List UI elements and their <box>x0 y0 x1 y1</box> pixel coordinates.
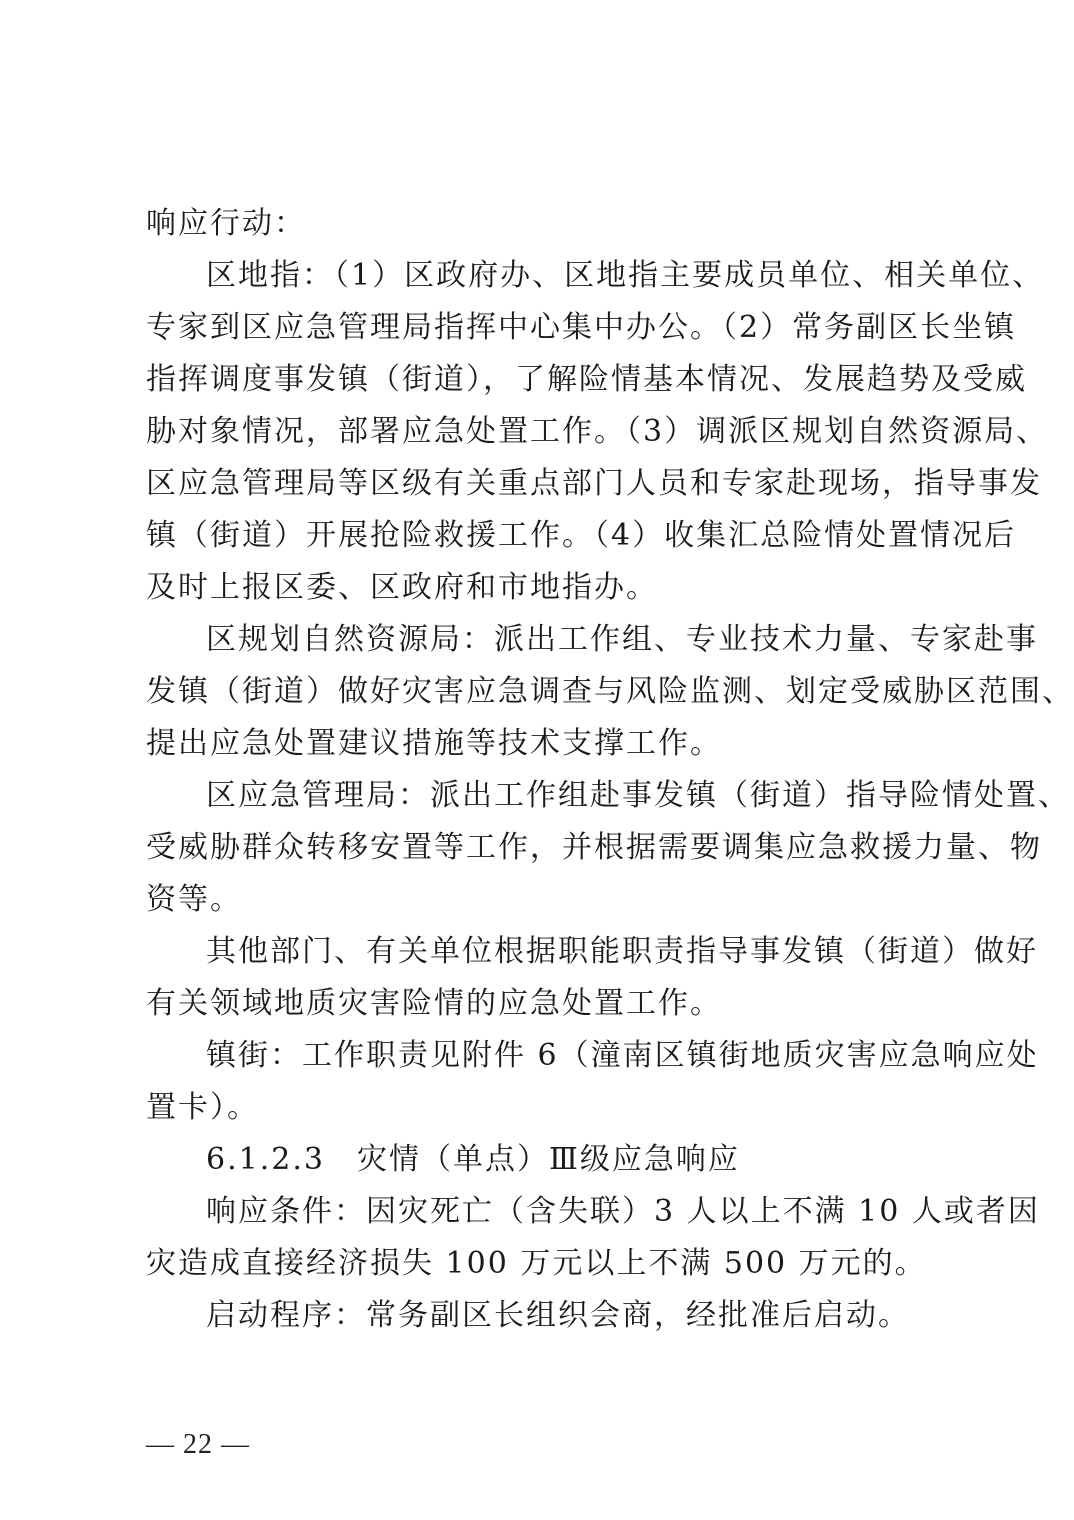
text-line: 有关领域地质灾害险情的应急处置工作。 <box>146 986 722 1021</box>
text-line: 区地指：（1）区政府办、区地指主要成员单位、相关单位、 <box>206 258 1045 293</box>
text-line: 响应行动： <box>146 206 306 241</box>
page-number: — 22 — <box>146 1429 250 1460</box>
text-line: 镇街：工作职责见附件 6（潼南区镇街地质灾害应急响应处 <box>206 1038 1039 1073</box>
text-line: 及时上报区委、区政府和市地指办。 <box>146 570 658 605</box>
text-line: 专家到区应急管理局指挥中心集中办公。（2）常务副区长坐镇 <box>146 310 1017 345</box>
text-line: 灾造成直接经济损失 100 万元以上不满 500 万元的。 <box>146 1246 927 1281</box>
text-line: 胁对象情况，部署应急处置工作。（3）调派区规划自然资源局、 <box>146 414 1049 449</box>
text-line: 提出应急处置建议措施等技术支撑工作。 <box>146 726 722 761</box>
section-heading: 6.1.2.3 灾情（单点）Ⅲ级应急响应 <box>206 1142 740 1177</box>
text-line: 镇（街道）开展抢险救援工作。（4）收集汇总险情处置情况后 <box>146 518 1017 553</box>
text-line: 指挥调度事发镇（街道），了解险情基本情况、发展趋势及受威 <box>146 362 1027 397</box>
text-line: 受威胁群众转移安置等工作，并根据需要调集应急救援力量、物 <box>146 830 1042 865</box>
text-line: 响应条件：因灾死亡（含失联）3 人以上不满 10 人或者因 <box>206 1194 1040 1229</box>
text-line: 置卡）。 <box>146 1090 259 1125</box>
text-line: 资等。 <box>146 882 242 917</box>
text-line: 其他部门、有关单位根据职能职责指导事发镇（街道）做好 <box>206 934 1038 969</box>
text-line: 区应急管理局：派出工作组赴事发镇（街道）指导险情处置、 <box>206 778 1070 813</box>
body-text <box>146 198 1074 1342</box>
text-line: 区规划自然资源局：派出工作组、专业技术力量、专家赴事 <box>206 622 1038 657</box>
text-line: 启动程序：常务副区长组织会商，经批准后启动。 <box>206 1298 910 1333</box>
text-line: 发镇（街道）做好灾害应急调查与风险监测、划定受威胁区范围、 <box>146 674 1074 709</box>
text-line: 区应急管理局等区级有关重点部门人员和专家赴现场，指导事发 <box>146 466 1042 501</box>
